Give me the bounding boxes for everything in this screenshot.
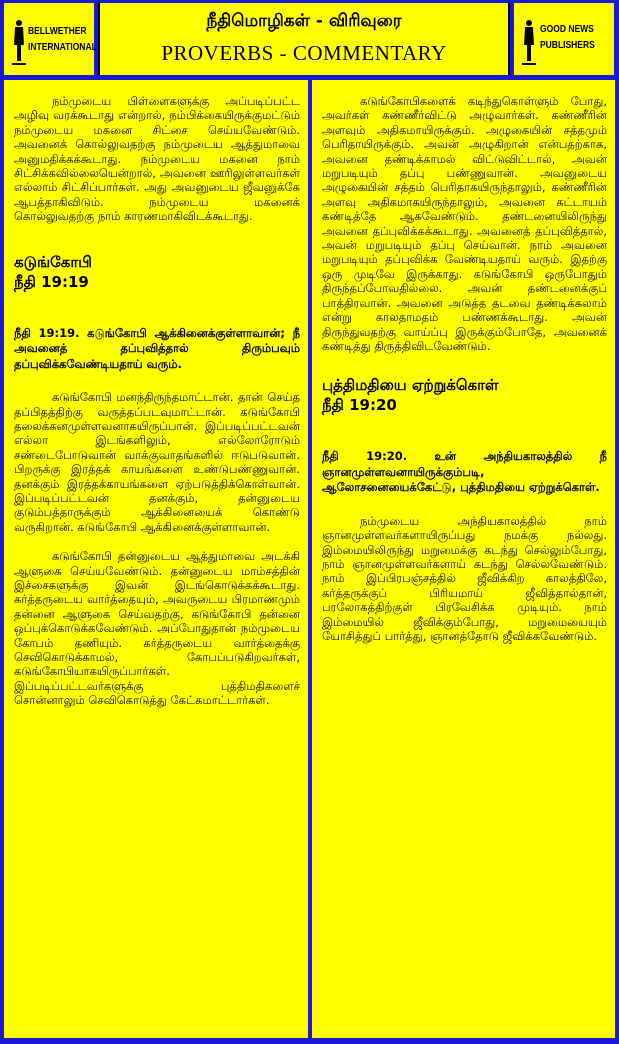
- section-heading-19-19: [14, 252, 300, 292]
- right-paragraph-1: கடுங்கோபிகளைக் கடிந்துகொள்ளும் போது, அவர்கள் கண்ணீர்விட்டு அழுவார்கள். கண்ணீரின் அளவும் அதிகமாயிருக்கும். அழுகையின் சத்தமும் பெரிதாயிருக்கும். அவன் அழுகிறான் என்பதற்காக, அவனை தண்டிக்காமல் விட்டுவிட்டால், அவன் மறுபடியும் தப்பு பண்ணுவான். அவனுடைய அழுகையின் சத்தம் பெரிதாகயிருந்தாலும், கண்ணீரின் அளவு அதிகமாகயிருந்தாலும், அவனை கட்டாயம் கண்டித்தே ஆகவேண்டும். தண்டனையிலிருந்து அவனை தப்புவிக்கக்கூடாது. அவனைத் தப்புவித்தால், அவன் மறுபடியும் தப்பு செய்வான். நாம் அவனை மறுபடியும் தப்புவிக்க வேண்டியதாய் வரும். இதற்கு ஒரு முடிவே இருக்காது. கடுங்கோபி ஒருபோதும் திருந்தப்போவதில்லை. அவன் தண்டனைக்குப் பாத்திரவான். அவனை அடுத்த தடவை தண்டிக்கலாம் என்று காலதாமதம் பண்ணக்கூடாது. அவன் திருந்துவதற்கு வாய்ப்பு இருக்கும்போதே, அவனைக் கண்டித்து திருத்திவிடவேண்டும்.: [322, 94, 607, 353]
- verse-19-20: நீதி 19:20. உன் அந்தியகாலத்தில் நீ ஞானமுள்ளவனாயிருக்கும்படி, ஆலோசனையைக்கேட்டு, புத்திமதியை ஏற்றுக்கொள்.: [322, 449, 607, 495]
- left-column: [4, 80, 308, 1038]
- right-column: [312, 80, 615, 1038]
- heading-reference: நீதி 19:20: [322, 396, 397, 415]
- section-heading-19-20: [322, 375, 607, 415]
- left-logo-line2: INTERNATIONAL: [28, 42, 97, 53]
- left-paragraph-3: கடுங்கோபி தன்னுடைய ஆத்துமாவை அடக்கி ஆளுகை செய்யவேண்டும். தன்னுடைய மாம்சத்தின் இச்சைகளுக்கு இவன் இடங்கொடுக்கக்கூடாது. கர்த்தருடைய வார்த்தையும், அவருடைய பிரமாணமும் தன்னை ஆளுகை செய்வதற்கு, கடுங்கோபி தன்னை ஒப்புக்கொடுக்கவேண்டும். அப்போதுதான் நம்முடைய கோபம் தணியும். கர்த்தருடைய வார்த்தைக்கு செவிகொடுக்காமல், கோபப்படுகிறவர்கள், கடுங்கோபியாகயிருப்பார்கள். இப்படிப்பட்டவர்களுக்கு புத்திமதிகளைச் சொன்னாலும் செவிகொடுத்து கேட்கமாட்டார்கள்.: [14, 549, 300, 708]
- left-paragraph-1: நம்முடைய பிள்ளைகளுக்கு அப்படிப்பட்ட அழிவு வரக்கூடாது என்றால், நம்பிக்கையிருக்குமட்டும் நம்முடைய மகனை சிட்சை செய்யவேண்டும். அவனைக் கொல்லுவதற்கு நம்முடைய ஆத்துமாவை அனுமதிக்கக்கூடாது. நம்முடைய மகனை நாம் சிட்சிக்கவில்லையென்றால், அவனை ஊரிலுள்ளவர்கள் எல்லாம் சிட்சிப்பார்கள். அது அவனுடைய ஜீவனுக்கே ஆபத்தாகிவிடும். நம்முடைய மகனைக் கொல்லுவதற்கு நாம் காரணமாகிவிடக்கூடாது.: [14, 94, 300, 224]
- heading-title: புத்திமதியை ஏற்றுக்கொள்: [322, 376, 499, 395]
- header-title-panel: [98, 3, 510, 75]
- verse-19-19: நீதி 19:19. கடுங்கோபி ஆக்கினைக்குள்ளாவான்; நீ அவனைத் தப்புவித்தால் திரும்பவும் தப்புவிக்கவேண்டியதாய் வரும்.: [14, 325, 300, 371]
- right-logo-line2: PUBLISHERS: [540, 40, 595, 51]
- right-paragraph-2: நம்முடைய அந்தியகாலத்தில் நாம் ஞானமுள்ளவர்களாயிருப்பது நமக்கு நல்லது. இம்மையிலிருந்து மறுமைக்கு கடந்து செல்லும்போது, நாம் ஞானமுள்ளவர்களாய் கடந்து செல்லவேண்டும். நாம் இப்பிரபஞ்சத்தில் ஜீவிக்கிற காலத்திலே, கர்த்தருக்குப் பிரியமாய் ஜீவித்தால்தான், பரலோகத்திற்குள் பிரவேசிக்க முடியும். நாம் இம்மையில் ஜீவிக்கும்போது, மறுமையையும் யோசித்துப் பார்த்து, ஞானத்தோடு ஜீவிக்கவேண்டும்.: [322, 513, 607, 644]
- title-tamil: நீதிமொழிகள் - விரிவுரை: [206, 11, 402, 31]
- title-english: PROVERBS - COMMENTARY: [161, 41, 447, 65]
- right-logo-line1: GOOD NEWS: [540, 24, 594, 35]
- left-logo-panel: [4, 3, 97, 75]
- left-logo-line1: BELLWETHER: [28, 26, 87, 37]
- heading-title: கடுங்கோபி: [14, 252, 92, 271]
- right-logo-panel: [514, 3, 614, 75]
- heading-reference: நீதி 19:19: [14, 272, 89, 291]
- left-paragraph-2: கடுங்கோபி மனந்திருந்தமாட்டான். தான் செய்த தப்பிதத்திற்கு வருத்தப்படவுமாட்டான். கடுங்கோபி தலைக்கனமுள்ளவனாகயிருப்பான். இப்படிப்பட்டவன் எல்லா இடங்களிலும், எல்லோரோடும் சண்டைபோடுவான் வாக்குவாதங்களில் ஈடுபடுவான். பிறருக்கு இரத்தக் காயங்களை உண்டுபண்ணுவான். தனக்கும் இரத்தக்காயங்களை ஏற்படுத்திக்கொள்வான். இப்படிப்பட்டவன் தனக்கும், தன்னுடைய குடும்பத்தாருக்கும் ஆக்கினையைக் கொண்டு வருகிறான். கடுங்கோபி ஆக்கினைக்குள்ளாவான்.: [14, 390, 300, 534]
